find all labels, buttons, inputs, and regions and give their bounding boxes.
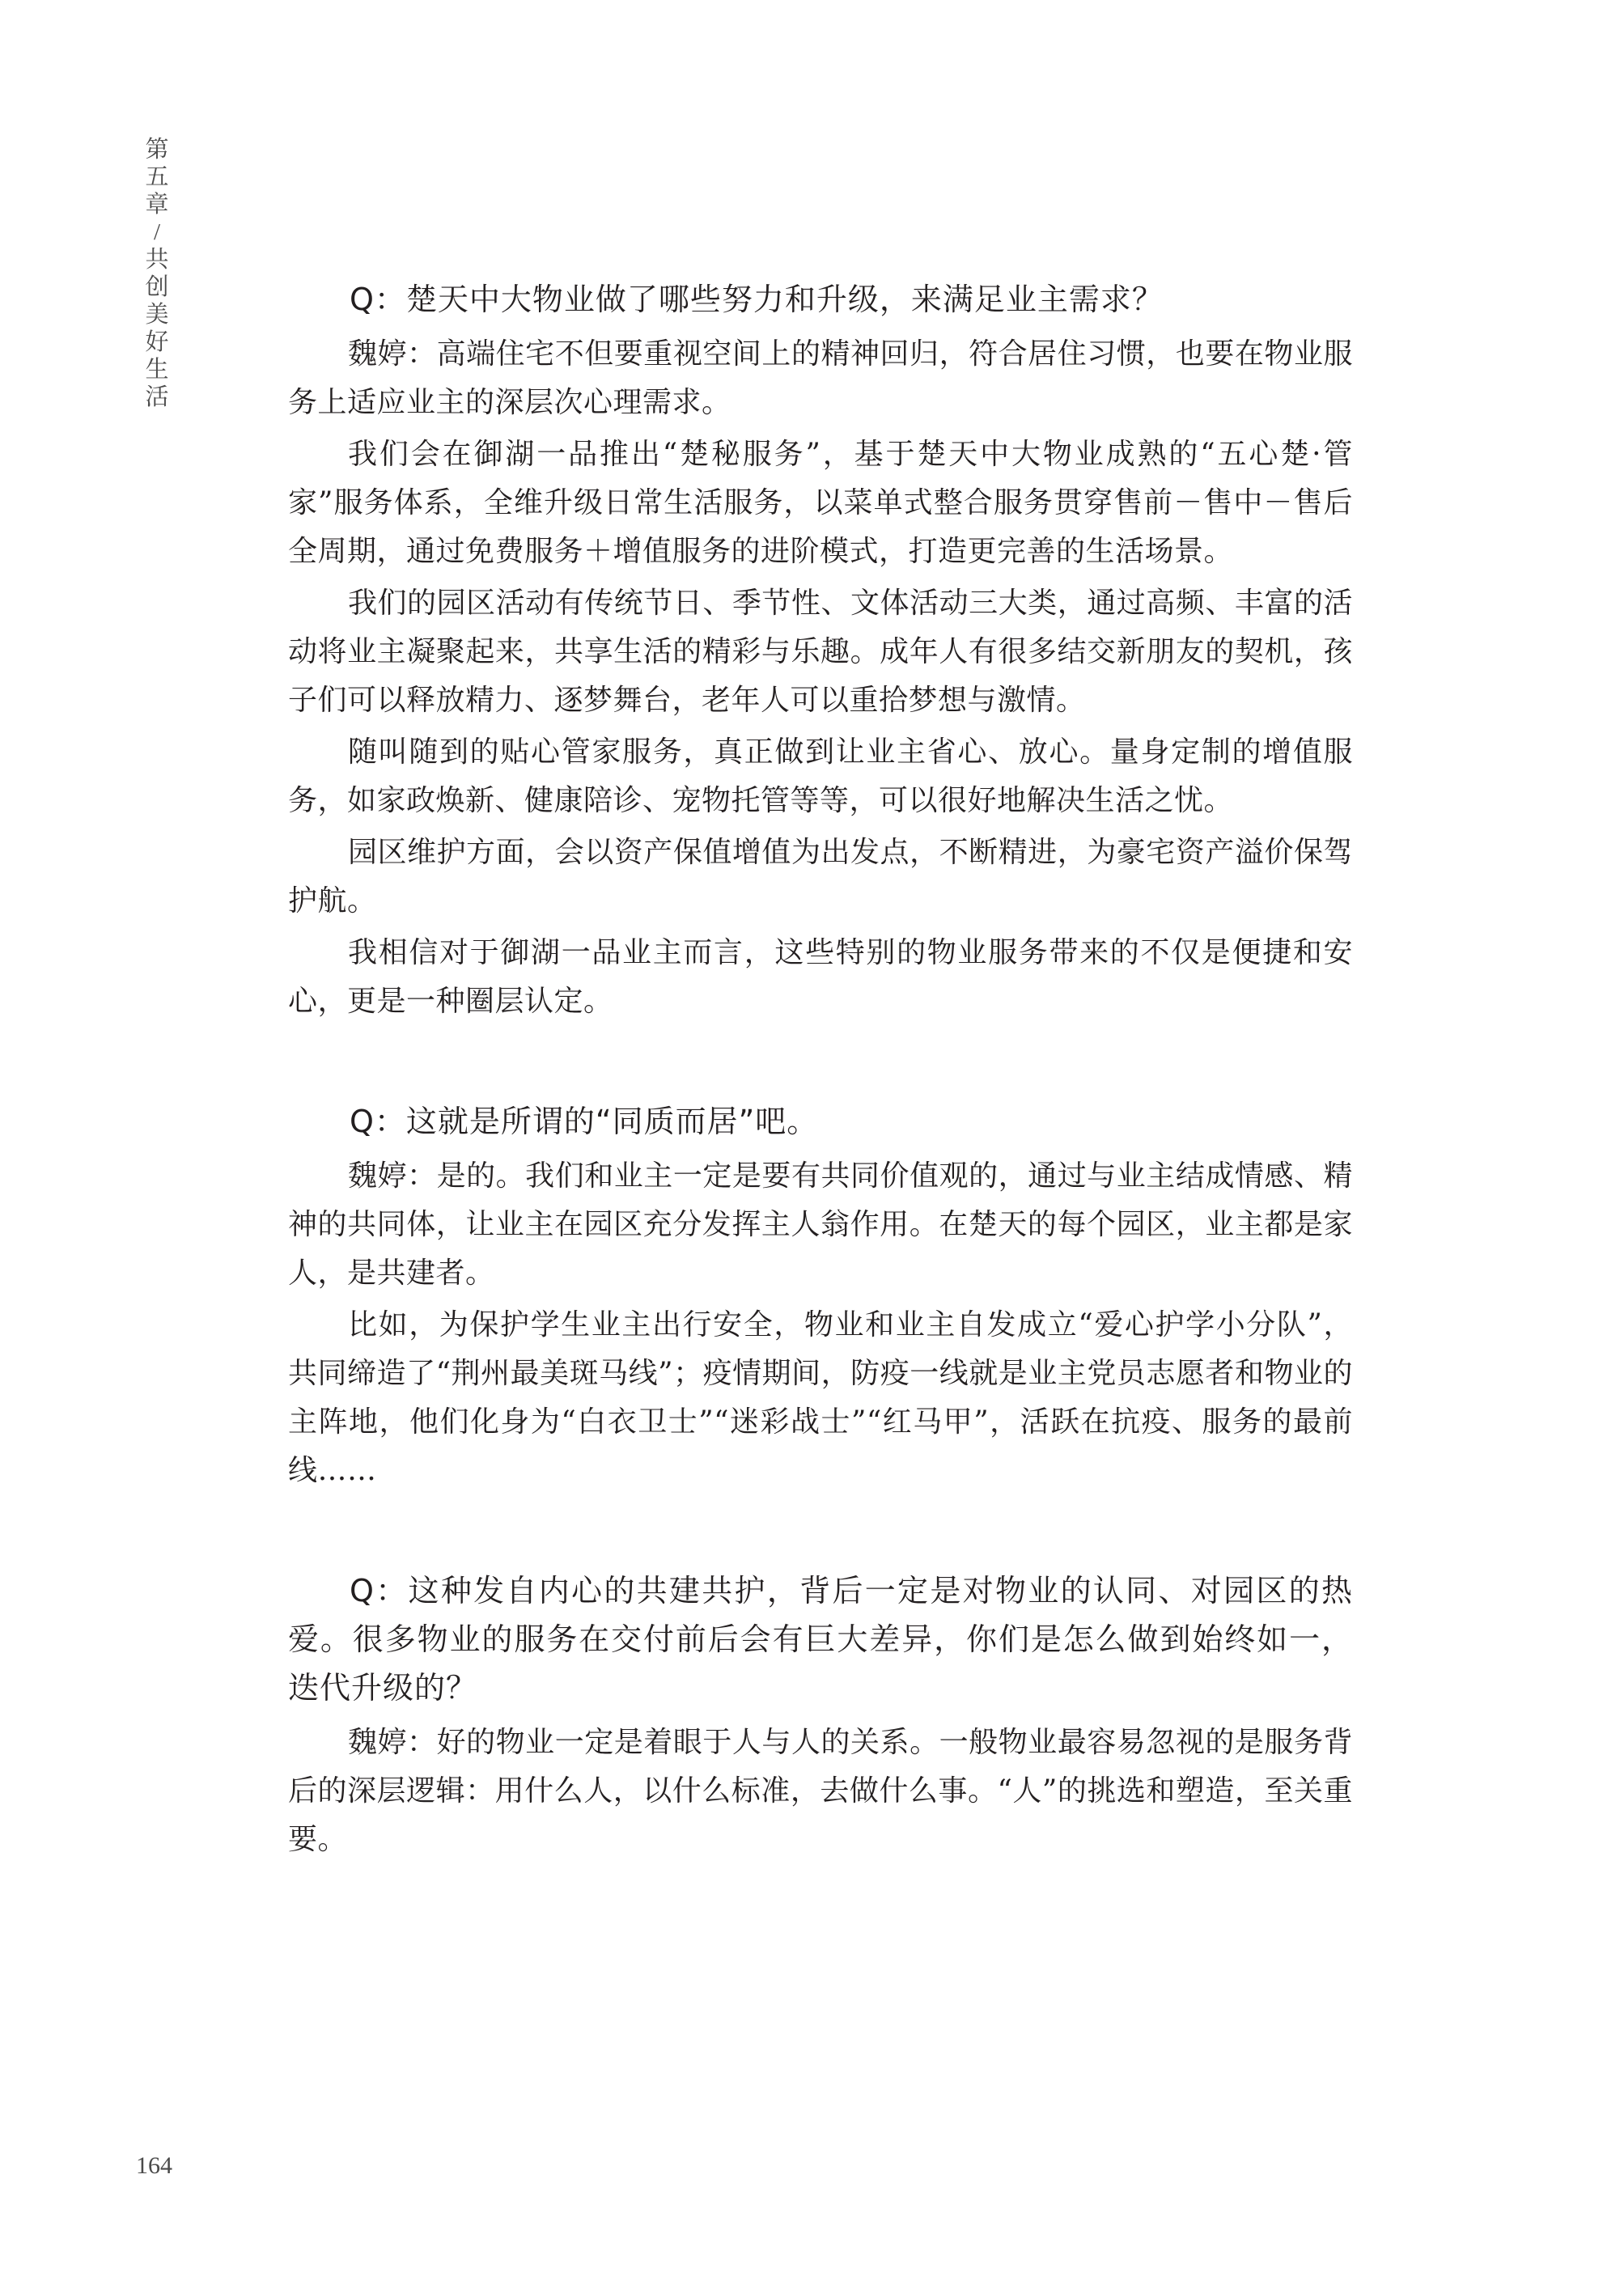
question-1: Q：楚天中大物业做了哪些努力和升级，来满足业主需求？ [350, 282, 1164, 317]
answer-paragraph: 魏婷：高端住宅不但要重视空间上的精神回归，符合居住习惯，也要在物业服务上适应业主的深层次心理需求。 [288, 337, 1353, 419]
answer-paragraph: 我相信对于御湖一品业主而言，这些特别的物业服务带来的不仅是便捷和安心，更是一种圈层认定。 [288, 936, 1353, 1018]
page-body [288, 275, 1353, 1935]
answer-paragraph: 随叫随到的贴心管家服务，真正做到让业主省心、放心。量身定制的增值服务，如家政焕新、健康陪诊、宠物托管等等，可以很好地解决生活之忧。 [288, 735, 1353, 817]
running-head: 第五章 / 共创美好生活 [145, 137, 169, 410]
answer-paragraph: 魏婷：是的。我们和业主一定是要有共同价值观的，通过与业主结成情感、精神的共同体，让业主在园区充分发挥主人翁作用。在楚天的每个园区，业主都是家人，是共建者。 [288, 1159, 1353, 1290]
answer-paragraph: 我们会在御湖一品推出“楚秘服务”，基于楚天中大物业成熟的“五心楚·管家”服务体系，全维升级日常生活服务，以菜单式整合服务贯穿售前－售中－售后全周期，通过免费服务＋增值服务的进阶模式，打造更完善的生活场景。 [288, 438, 1353, 568]
qa-section-3 [288, 1566, 1353, 1864]
question-2: Q：这就是所谓的“同质而居”吧。 [350, 1104, 819, 1139]
page-number: 164 [136, 2152, 172, 2179]
answer-paragraph: 我们的园区活动有传统节日、季节性、文体活动三大类，通过高频、丰富的活动将业主凝聚起来，共享生活的精彩与乐趣。成年人有很多结交新朋友的契机，孩子们可以释放精力、逐梦舞台，老年人可以重拾梦想与激情。 [288, 587, 1353, 717]
answer-paragraph: 比如，为保护学生业主出行安全，物业和业主自发成立“爱心护学小分队”，共同缔造了“荆州最美斑马线”；疫情期间，防疫一线就是业主党员志愿者和物业的主阵地，他们化身为“白衣卫士”“迷彩战士”“红马甲”，活跃在抗疫、服务的最前线…… [288, 1308, 1353, 1487]
qa-section-2 [288, 1097, 1353, 1495]
answer-paragraph: 园区维护方面，会以资产保值增值为出发点，不断精进，为豪宅资产溢价保驾护航。 [288, 836, 1353, 918]
qa-section-1 [288, 275, 1353, 1026]
answer-paragraph: 魏婷：好的物业一定是着眼于人与人的关系。一般物业最容易忽视的是服务背后的深层逻辑：用什么人，以什么标准，去做什么事。“人”的挑选和塑造，至关重要。 [288, 1726, 1353, 1856]
question-3: Q：这种发自内心的共建共护，背后一定是对物业的认同、对园区的热爱。很多物业的服务在交付前后会有巨大差异，你们是怎么做到始终如一，迭代升级的？ [288, 1573, 1353, 1706]
